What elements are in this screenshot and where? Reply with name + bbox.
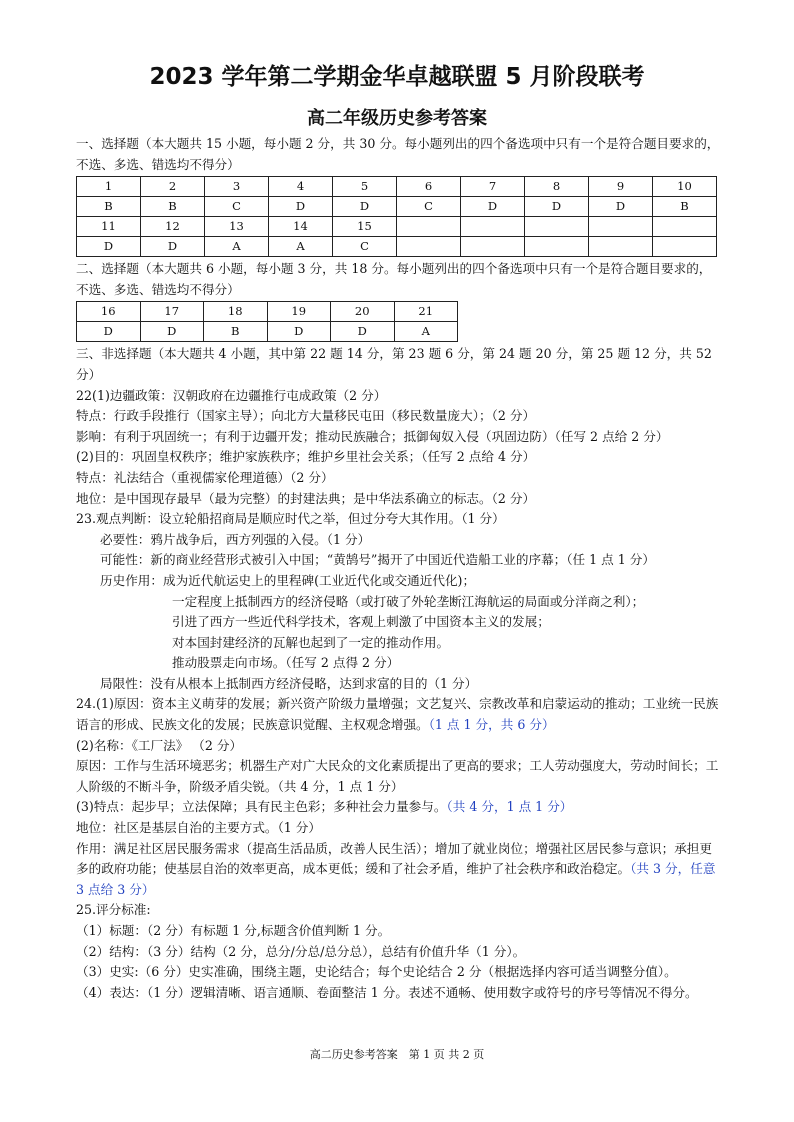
q24-score: （共 3 分，任意 3 点给 3 分） bbox=[76, 861, 716, 897]
q24-line: (2)名称：《工厂法》 （2 分） bbox=[76, 737, 243, 753]
q23-line: 对本国封建经济的瓦解也起到了一定的推动作用。 bbox=[172, 634, 450, 650]
answer-table-row bbox=[77, 197, 717, 217]
answer-table-cell bbox=[461, 237, 525, 257]
q24-line bbox=[76, 797, 721, 818]
answer-table-cell: D bbox=[331, 322, 395, 342]
answer-table-cell: 4 bbox=[269, 177, 333, 197]
answer-table-cell: C bbox=[333, 237, 397, 257]
q24-line bbox=[76, 839, 721, 901]
q24-line: 地位：社区是基层自治的主要方式。（1 分） bbox=[76, 820, 321, 836]
q24-score: （1 点 1 分，共 6 分） bbox=[428, 717, 555, 733]
answer-table-cell bbox=[589, 217, 653, 237]
answer-table-cell bbox=[653, 217, 717, 237]
section1-intro: 一、选择题（本大题共 15 小题，每小题 2 分，共 30 分。每小题列出的四个备选项中只有一个是符合题目要求的，不选、多选、错选均不得分） bbox=[76, 136, 720, 172]
q24-line bbox=[76, 694, 721, 735]
answer-table-cell: 6 bbox=[397, 177, 461, 197]
document-title: 2023 学年第二学期金华卓越联盟 5 月阶段联考 bbox=[149, 64, 645, 90]
answer-table-cell: 16 bbox=[77, 302, 141, 322]
answer-table-cell: 3 bbox=[205, 177, 269, 197]
answer-table-cell: 13 bbox=[205, 217, 269, 237]
answer-table-cell: A bbox=[205, 237, 269, 257]
q25-line: （2）结构：（3 分）结构（2 分，总分/分总/总分总），总结有价值升华（1 分）。 bbox=[76, 943, 526, 959]
q24-text: 24.(1)原因：资本主义萌芽的发展；新兴资产阶级力量增强；文艺复兴、宗教改革和启蒙运动的推动；工业统一民族语言的形成、民族文化的发展；民族意识觉醒、主权观念增强。 bbox=[76, 696, 719, 733]
q23-line: 23.观点判断：设立轮船招商局是顺应时代之举，但过分夸大其作用。（1 分） bbox=[76, 511, 505, 527]
answer-table-cell: D bbox=[77, 322, 141, 342]
answer-table-cell: 9 bbox=[589, 177, 653, 197]
answer-table-cell bbox=[525, 217, 589, 237]
answer-table-cell: B bbox=[77, 197, 141, 217]
answer-table-cell: D bbox=[77, 237, 141, 257]
q23-line: 一定程度上抵制西方的经济侵略（或打破了外轮垄断江海航运的局面或分洋商之利）； bbox=[172, 593, 645, 609]
answer-table-cell: B bbox=[141, 197, 205, 217]
q25-line: 25.评分标准: bbox=[76, 902, 151, 918]
answer-table-row bbox=[77, 322, 458, 342]
answer-table-cell: C bbox=[397, 197, 461, 217]
answer-table-cell: 12 bbox=[141, 217, 205, 237]
answer-table-cell: A bbox=[394, 322, 458, 342]
q22-line: 22(1)边疆政策：汉朝政府在边疆推行屯成政策（2 分） bbox=[76, 387, 387, 403]
answer-table-cell: 7 bbox=[461, 177, 525, 197]
q22-line: 特点：礼法结合（重视儒家伦理道德）（2 分） bbox=[76, 469, 334, 485]
answer-table-cell: 19 bbox=[267, 302, 331, 322]
section3-intro: 三、非选择题（本大题共 4 小题，其中第 22 题 14 分，第 23 题 6 分，第 24 题 20 分，第 25 题 12 分，共 52 分） bbox=[76, 346, 712, 382]
q23-line: 必要性：鸦片战争后，西方列强的入侵。（1 分） bbox=[100, 531, 371, 547]
q22-line: 地位：是中国现存最早（最为完整）的封建法典；是中华法系确立的标志。（2 分） bbox=[76, 490, 536, 506]
answer-table-cell: D bbox=[140, 322, 204, 342]
q23-line: 局限性：没有从根本上抵制西方经济侵略，达到求富的目的（1 分） bbox=[100, 675, 478, 691]
q23-line: 推动股票走向市场。（任写 2 点得 2 分） bbox=[172, 655, 400, 671]
answer-table-cell: 5 bbox=[333, 177, 397, 197]
answer-table-cell bbox=[653, 237, 717, 257]
q24-line: 原因：工作与生活环境恶劣；机器生产对广大民众的文化素质提出了更高的要求；工人劳动强度大，劳动时间长；工人阶级的不断斗争，阶级矛盾尖锐。（共 4 分，1 点 1 分） bbox=[76, 758, 719, 794]
answer-content bbox=[76, 134, 721, 1003]
answer-table-row bbox=[77, 302, 458, 322]
answer-table-cell bbox=[397, 237, 461, 257]
document-subtitle: 高二年级历史参考答案 bbox=[307, 108, 487, 129]
answer-table-cell: D bbox=[589, 197, 653, 217]
q23-line: 可能性：新的商业经营形式被引入中国；“黄鹄号”揭开了中国近代造船工业的序幕；（任 1 点 1 分） bbox=[100, 552, 655, 568]
answer-table-row bbox=[77, 177, 717, 197]
q24-text: 作用：满足社区居民服务需求（提高生活品质，改善人民生活）；增加了就业岗位；增强社区居民参与意识；承担更多的政府功能；使基层自治的效率更高，成本更低；缓和了社会矛盾，维护了社会秩序和政治稳定。 bbox=[76, 840, 712, 877]
answer-table-cell bbox=[397, 217, 461, 237]
q23-line: 引进了西方一些近代科学技术，客观上刺激了中国资本主义的发展； bbox=[172, 614, 550, 630]
answer-table-cell: 8 bbox=[525, 177, 589, 197]
answer-table-cell: 1 bbox=[77, 177, 141, 197]
answer-table-part2 bbox=[76, 301, 458, 342]
answer-table-cell: D bbox=[333, 197, 397, 217]
answer-table-cell: D bbox=[269, 197, 333, 217]
page-footer: 高二历史参考答案 第 1 页 共 2 页 bbox=[309, 1048, 485, 1061]
answer-table-cell: 14 bbox=[269, 217, 333, 237]
q22-line: 特点：行政手段推行（国家主导）；向北方大量移民屯田（移民数量庞大）；（2 分） bbox=[76, 408, 536, 424]
answer-table-cell: C bbox=[205, 197, 269, 217]
answer-table-part1 bbox=[76, 176, 717, 257]
answer-table-row bbox=[77, 217, 717, 237]
answer-table-cell: 11 bbox=[77, 217, 141, 237]
section2-intro: 二、选择题（本大题共 6 小题，每小题 3 分，共 18 分。每小题列出的四个备选项中只有一个是符合题目要求的，不选、多选、错选均不得分） bbox=[76, 261, 712, 297]
answer-table-cell: D bbox=[267, 322, 331, 342]
answer-table-cell bbox=[589, 237, 653, 257]
q25-line: （3）史实:（6 分）史实准确，围绕主题，史论结合；每个史论结合 2 分（根据选择内容可适当调整分值）。 bbox=[76, 964, 677, 980]
answer-table-cell: 10 bbox=[653, 177, 717, 197]
q24-text: (3)特点：起步早；立法保障；具有民主色彩；多种社会力量参与。 bbox=[76, 799, 447, 815]
q22-line: 影响：有利于巩固统一；有利于边疆开发；推动民族融合；抵御匈奴入侵（巩固边防）（任写 2 点给 2 分） bbox=[76, 428, 669, 444]
answer-table-cell: A bbox=[269, 237, 333, 257]
answer-table-cell bbox=[461, 217, 525, 237]
answer-table-cell: 2 bbox=[141, 177, 205, 197]
answer-table-cell: D bbox=[461, 197, 525, 217]
q24-score: （共 4 分，1 点 1 分） bbox=[446, 799, 573, 815]
answer-table-cell: B bbox=[653, 197, 717, 217]
answer-table-cell: B bbox=[204, 322, 268, 342]
q23-line: 历史作用：成为近代航运史上的里程碑(工业近代化或交通近代化)； bbox=[100, 572, 476, 588]
answer-table-cell: 18 bbox=[204, 302, 268, 322]
answer-table-row bbox=[77, 237, 717, 257]
answer-table-cell: 15 bbox=[333, 217, 397, 237]
answer-table-cell: D bbox=[141, 237, 205, 257]
q25-line: （4）表达：（1 分）逻辑清晰、语言通顺、卷面整洁 1 分。表述不通畅、使用数字或符号的序号等情况不得分。 bbox=[76, 984, 698, 1000]
answer-table-cell: D bbox=[525, 197, 589, 217]
answer-table-cell bbox=[525, 237, 589, 257]
answer-table-cell: 20 bbox=[331, 302, 395, 322]
q22-line: (2)目的：巩固皇权秩序；维护家族秩序；维护乡里社会关系；（任写 2 点给 4 分） bbox=[76, 449, 536, 465]
q25-line: （1）标题：（2 分）有标题 1 分,标题含价值判断 1 分。 bbox=[76, 923, 391, 938]
answer-table-cell: 17 bbox=[140, 302, 204, 322]
answer-table-cell: 21 bbox=[394, 302, 458, 322]
